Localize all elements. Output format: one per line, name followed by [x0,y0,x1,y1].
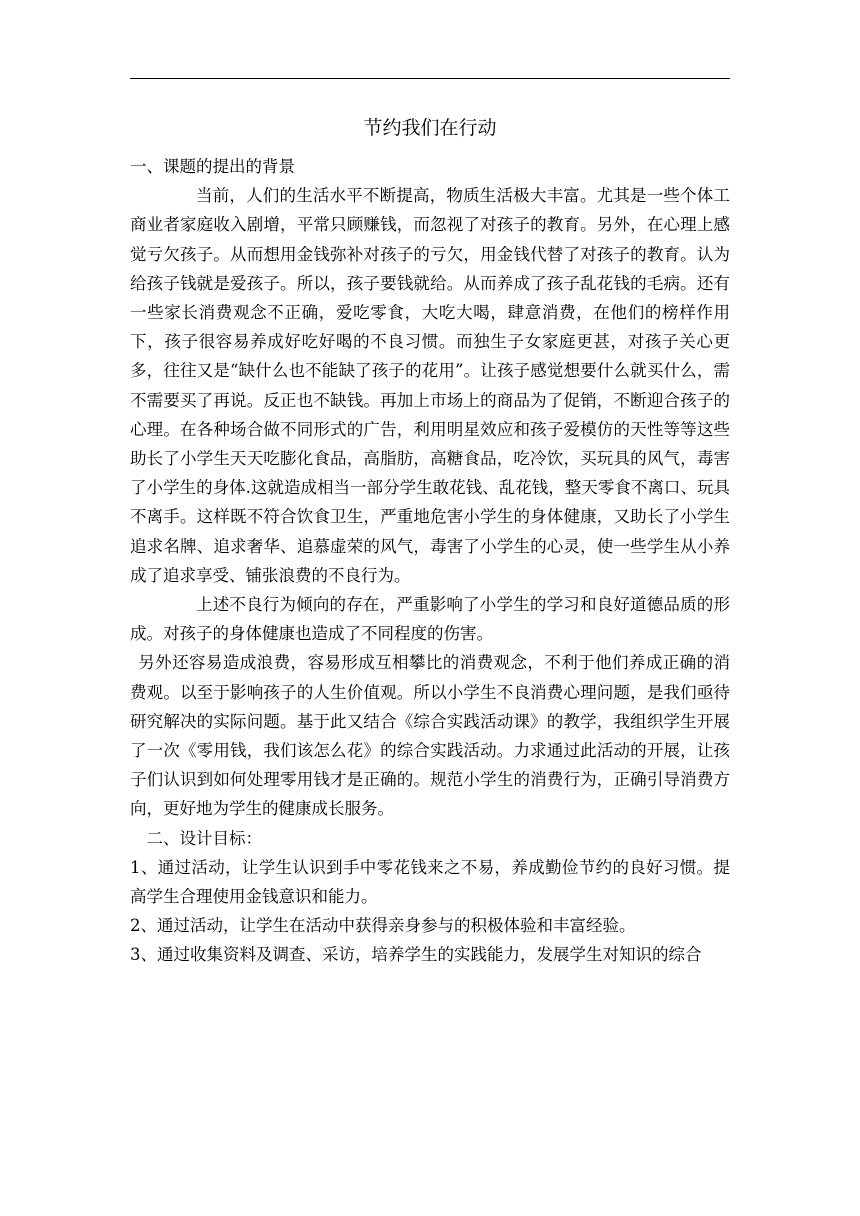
goal-item-2: 2、通过活动，让学生在活动中获得亲身参与的积极体验和丰富经验。 [130,916,636,936]
paragraph-purpose: 另外还容易造成浪费，容易形成互相攀比的消费观念，不利于他们养成正确的消费观。以至于影响孩子的人生价值观。所以小学生不良消费心理问题，是我们亟待研究解决的实际问题。基于此又结合《综合实践活动课》的教学，我组织学生开展了一次《零用钱，我们该怎么花》的综合实践活动。力求通过此活动的开展，让孩子们认识到如何处理零用钱才是正确的。规范小学生的消费行为，正确引导消费方向，更好地为学生的健康成长服务。 [130,653,730,819]
document-body [130,152,730,970]
document-title: 节约我们在行动 [363,117,497,139]
paragraph-background: 当前，人们的生活水平不断提高，物质生活极大丰富。尤其是一些个体工商业者家庭收入剧增，平常只顾赚钱，而忽视了对孩子的教育。另外，在心理上感觉亏欠孩子。从而想用金钱弥补对孩子的亏欠，用金钱代替了对孩子的教育。认为给孩子钱就是爱孩子。所以，孩子要钱就给。从而养成了孩子乱花钱的毛病。还有一些家长消费观念不正确，爱吃零食，大吃大喝，肆意消费，在他们的榜样作用下，孩子很容易养成好吃好喝的不良习惯。而独生子女家庭更甚，对孩子关心更多，往往又是“缺什么也不能缺了孩子的花用”。让孩子感觉想要什么就买什么，需不需要买了再说。反正也不缺钱。再加上市场上的商品为了促销，不断迎合孩子的心理。在各种场合做不同形式的广告，利用明星效应和孩子爱模仿的天性等等这些助长了小学生天天吃膨化食品，高脂肪，高糖食品，吃冷饮，买玩具的风气，毒害了小学生的身体.这就造成相当一部分学生敢花钱、乱花钱，整天零食不离口、玩具不离手。这样既不符合饮食卫生，严重地危害小学生的身体健康，又助长了小学生追求名牌、追求奢华、追慕虚荣的风气，毒害了小学生的心灵，使一些学生从小养成了追求享受、铺张浪费的不良行为。 [130,186,730,585]
section1-heading: 一、课题的提出的背景 [130,157,295,176]
paragraph-impact: 上述不良行为倾向的存在，严重影响了小学生的学习和良好道德品质的形成。对孩子的身体健康也造成了不同程度的伤害。 [130,595,730,644]
section2-heading: 二、设计目标： [146,828,262,848]
header-rule [130,78,730,79]
goal-item-3: 3、通过收集资料及调查、采访，培养学生的实践能力，发展学生对知识的综合 [130,945,702,965]
goal-item-1: 1、通过活动，让学生认识到手中零花钱来之不易，养成勤俭节约的良好习惯。提高学生合理使用金钱意识和能力。 [130,857,730,907]
